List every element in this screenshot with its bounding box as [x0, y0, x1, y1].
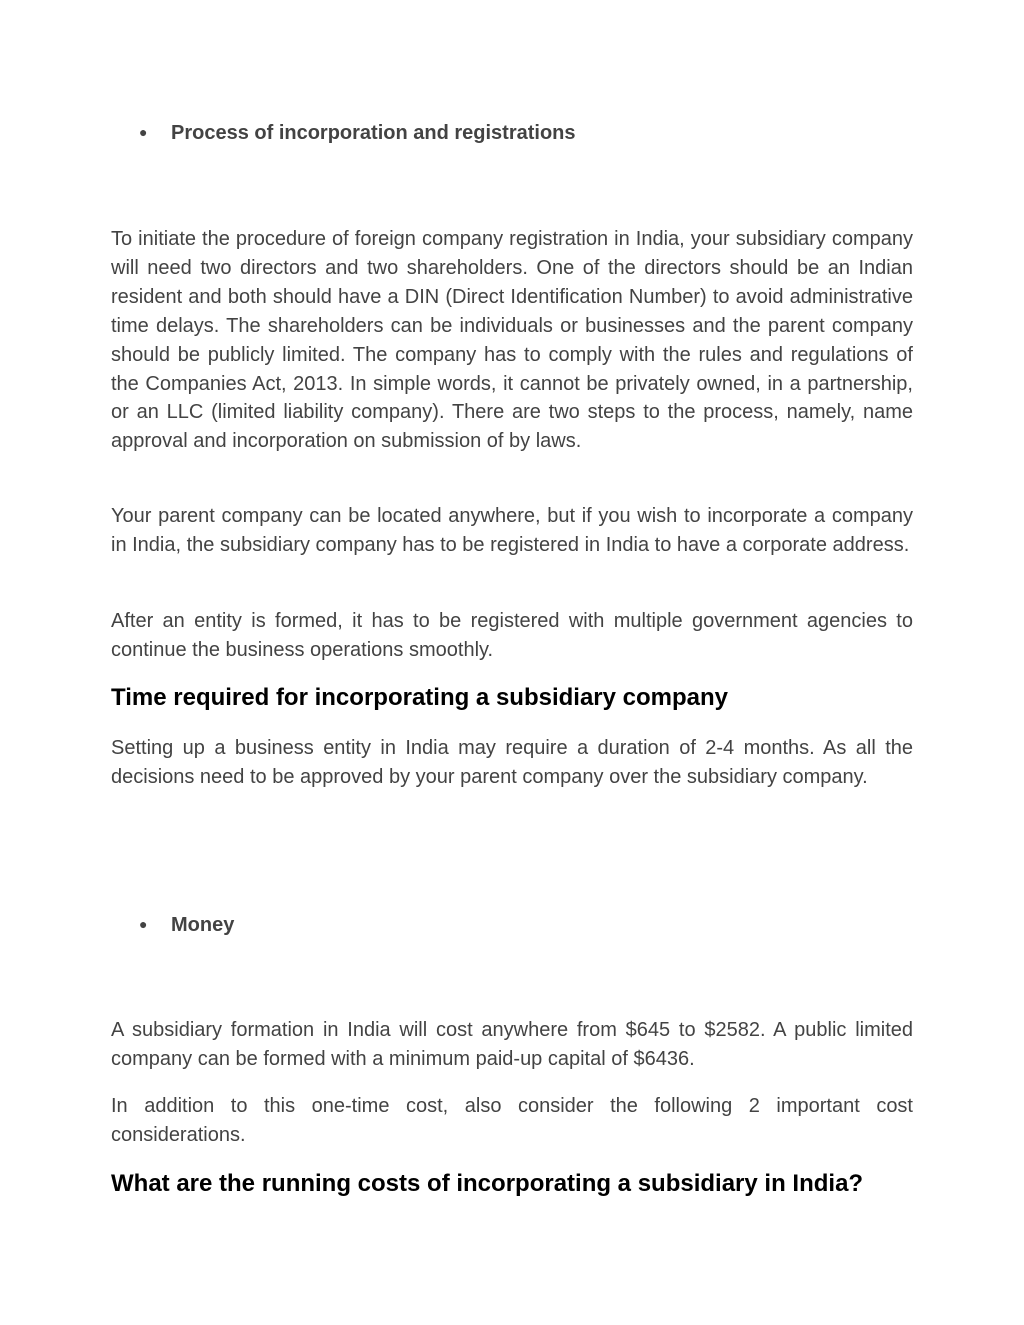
paragraph-additional-cost: In addition to this one-time cost, also consider the following 2 important cost considerations. [111, 1095, 913, 1146]
paragraph-cost: A subsidiary formation in India will cost anywhere from $645 to $2582. A public limited company can be formed with a minimum paid-up capital of $6436. [111, 1019, 913, 1070]
bullet-item-money [139, 913, 234, 937]
paragraph-requirements: To initiate the procedure of foreign company registration in India, your subsidiary company will need two directors and two shareholders. One of the directors should be an Indian resident and both should have a DIN (Direct Identification Number) to avoid administrative time delays. The shareholders can be individuals or businesses and the parent company should be publicly limited. The company has to comply with the rules and regulations of the Companies Act, 2013. In simple words, it cannot be privately owned, in a partnership, or an LLC (limited liability company). There are two steps to the process, namely, name approval and incorporation on submission of by laws. [111, 228, 913, 453]
bullet-item-process [139, 121, 576, 145]
bullet-text: Process of incorporation and registrations [171, 122, 576, 144]
paragraph-duration: Setting up a business entity in India may require a duration of 2-4 months. As all the decisions need to be approved by your parent company over the subsidiary company. [111, 737, 913, 788]
section-heading-time: Time required for incorporating a subsidiary company [111, 684, 729, 711]
paragraph-registration: After an entity is formed, it has to be registered with multiple government agencies to continue the business operations smoothly. [111, 610, 913, 661]
paragraph-parent-company: Your parent company can be located anywhere, but if you wish to incorporate a company in India, the subsidiary company has to be registered in India to have a corporate address. [111, 505, 913, 556]
bullet-text: Money [171, 914, 235, 936]
bullet-dot-icon: ● [139, 916, 148, 932]
bullet-dot-icon: ● [139, 124, 148, 140]
section-heading-running-costs: What are the running costs of incorporating a subsidiary in India? [111, 1170, 864, 1197]
